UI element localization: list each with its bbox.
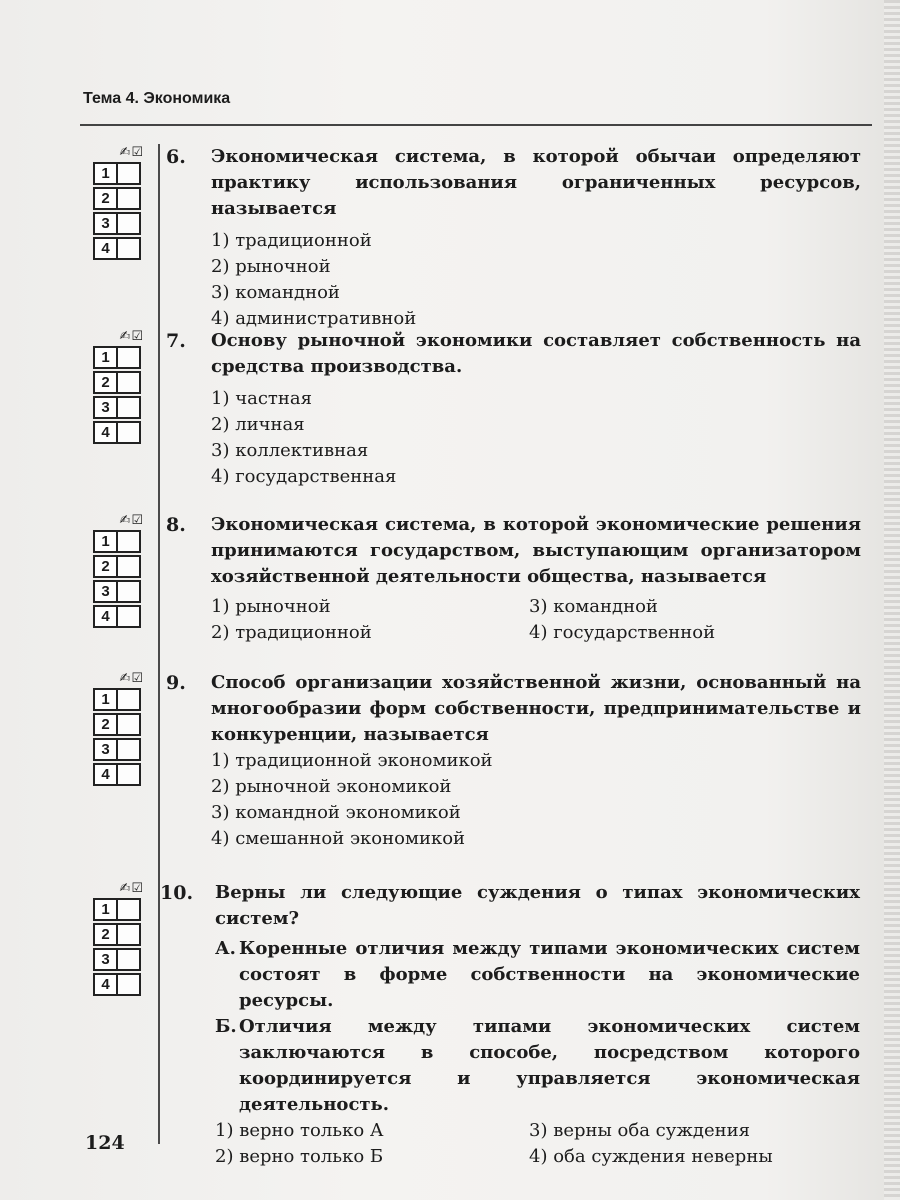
answer-number: 3 [93,212,118,235]
answer-number: 2 [93,713,118,736]
checkbox-icon: ☑ [131,881,143,896]
answer-cell[interactable] [118,580,141,603]
margin-divider [158,144,160,1144]
answer-number: 4 [93,421,118,444]
answer-number: 3 [93,948,118,971]
statement-label: Б. [215,1016,237,1037]
answer-number: 2 [93,923,118,946]
answer-cell[interactable] [118,187,141,210]
answer-box [93,670,145,788]
option: 4) смешанной экономикой [211,828,466,849]
answer-cell[interactable] [118,688,141,711]
question-number: 8. [166,514,186,536]
option: 2) рыночной [211,256,331,277]
answer-cell[interactable] [118,162,141,185]
answer-cell[interactable] [118,713,141,736]
question-number: 6. [166,146,186,168]
option: 2) верно только Б [215,1146,384,1167]
option: 3) командной экономикой [211,802,461,823]
pencil-icon: ✍ [119,671,131,686]
option: 1) частная [211,388,312,409]
answer-number: 4 [93,605,118,628]
answer-number: 2 [93,555,118,578]
answer-cell[interactable] [118,212,141,235]
answer-cell[interactable] [118,738,141,761]
answer-cell[interactable] [118,973,141,996]
option: 4) административной [211,308,417,329]
pencil-icon: ✍ [119,329,131,344]
answer-cell[interactable] [118,555,141,578]
answer-number: 4 [93,237,118,260]
pencil-icon: ✍ [119,881,131,896]
option: 4) государственная [211,466,397,487]
pencil-icon: ✍ [119,513,131,528]
checkbox-icon: ☑ [131,329,143,344]
option: 3) командной [529,596,658,617]
answer-number: 3 [93,396,118,419]
answer-number: 4 [93,973,118,996]
pencil-icon: ✍ [119,145,131,160]
answer-number: 2 [93,187,118,210]
option: 1) традиционной экономикой [211,750,493,771]
answer-cell[interactable] [118,421,141,444]
answer-cell[interactable] [118,346,141,369]
binding-perforation [884,0,900,1200]
answer-number: 3 [93,580,118,603]
question-number: 9. [166,672,186,694]
answer-box [93,512,145,630]
section-title: Тема 4. Экономика [83,90,231,107]
answer-cell[interactable] [118,396,141,419]
answer-number: 1 [93,530,118,553]
statement-text: Коренные отличия между типами экономических систем состоят в форме собственности на экономические ресурсы. [239,938,860,1011]
question-number: 7. [166,330,186,352]
answer-cell[interactable] [118,763,141,786]
option: 1) верно только А [215,1120,384,1141]
answer-box [93,880,145,998]
question-stem: Экономическая система, в которой обычаи определяют практику использования ограниченных ресурсов, называется [211,146,861,219]
answer-number: 1 [93,688,118,711]
option: 2) личная [211,414,305,435]
option: 2) традиционной [211,622,372,643]
answer-box [93,144,145,262]
answer-number: 3 [93,738,118,761]
answer-cell[interactable] [118,898,141,921]
statement-text: Отличия между типами экономических систем заключаются в способе, посредством которого координируется и управляется экономическая деятельность. [239,1016,860,1115]
answer-cell[interactable] [118,237,141,260]
option: 1) традиционной [211,230,372,251]
question-stem: Способ организации хозяйственной жизни, основанный на многообразии форм собственности, предпринимательстве и конкуренции, называется [211,672,861,745]
option: 3) командной [211,282,340,303]
answer-box [93,328,145,446]
answer-number: 4 [93,763,118,786]
answer-cell[interactable] [118,605,141,628]
option: 3) коллективная [211,440,369,461]
checkbox-icon: ☑ [131,513,143,528]
option: 4) государственной [529,622,716,643]
answer-cell[interactable] [118,948,141,971]
option: 4) оба суждения неверны [529,1146,773,1167]
option: 2) рыночной экономикой [211,776,452,797]
option: 1) рыночной [211,596,331,617]
answer-cell[interactable] [118,923,141,946]
checkbox-icon: ☑ [131,671,143,686]
answer-number: 2 [93,371,118,394]
answer-number: 1 [93,346,118,369]
answer-number: 1 [93,898,118,921]
page-number: 124 [85,1132,125,1154]
question-number: 10. [160,882,194,904]
answer-cell[interactable] [118,371,141,394]
header-divider [80,124,872,126]
option: 3) верны оба суждения [529,1120,750,1141]
answer-number: 1 [93,162,118,185]
question-stem: Верны ли следующие суждения о типах экономических систем? [215,882,860,929]
checkbox-icon: ☑ [131,145,143,160]
statement-label: А. [215,938,236,959]
question-stem: Экономическая система, в которой экономические решения принимаются государством, выступающим организатором хозяйственной деятельности общества, называется [211,514,861,587]
answer-cell[interactable] [118,530,141,553]
question-stem: Основу рыночной экономики составляет собственность на средства производства. [211,330,861,377]
